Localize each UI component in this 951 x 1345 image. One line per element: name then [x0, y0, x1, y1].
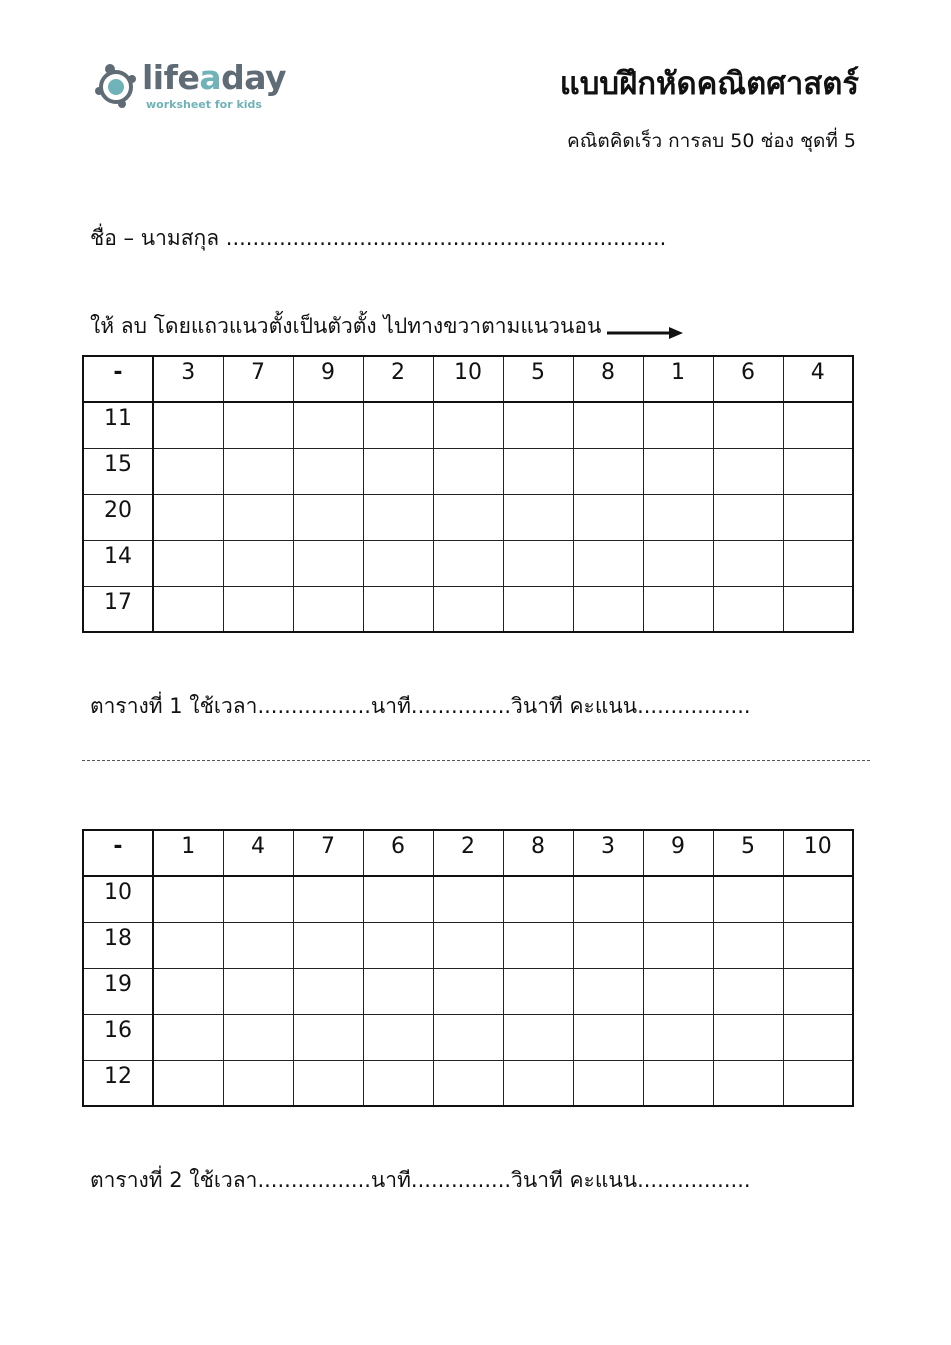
column-header-cell: 8 — [503, 830, 573, 876]
answer-cell[interactable] — [223, 586, 293, 632]
answer-cell[interactable] — [293, 876, 363, 922]
logo-tagline: worksheet for kids — [146, 98, 262, 111]
answer-cell[interactable] — [573, 586, 643, 632]
answer-cell[interactable] — [713, 494, 783, 540]
table-row — [83, 876, 853, 922]
answer-cell[interactable] — [153, 876, 223, 922]
answer-cell[interactable] — [153, 540, 223, 586]
answer-cell[interactable] — [643, 1014, 713, 1060]
lifeaday-logo — [92, 58, 287, 118]
answer-cell[interactable] — [363, 922, 433, 968]
answer-cell[interactable] — [783, 448, 853, 494]
answer-cell[interactable] — [153, 1060, 223, 1106]
column-header-cell: 7 — [223, 356, 293, 402]
answer-cell[interactable] — [783, 1014, 853, 1060]
answer-cell[interactable] — [573, 876, 643, 922]
answer-cell[interactable] — [293, 1060, 363, 1106]
answer-cell[interactable] — [293, 540, 363, 586]
answer-cell[interactable] — [503, 540, 573, 586]
logo-wordmark — [142, 58, 286, 98]
answer-cell[interactable] — [293, 494, 363, 540]
answer-cell[interactable] — [643, 586, 713, 632]
row-header-cell: 10 — [83, 876, 153, 922]
column-header-cell: 3 — [153, 356, 223, 402]
answer-cell[interactable] — [643, 922, 713, 968]
answer-cell[interactable] — [293, 1014, 363, 1060]
operator-cell: - — [83, 356, 153, 402]
answer-cell[interactable] — [153, 402, 223, 448]
table-row — [83, 1060, 853, 1106]
answer-cell[interactable] — [783, 922, 853, 968]
answer-cell[interactable] — [713, 876, 783, 922]
row-header-cell: 19 — [83, 968, 153, 1014]
operator-cell: - — [83, 830, 153, 876]
answer-cell[interactable] — [293, 922, 363, 968]
column-header-cell: 10 — [433, 356, 503, 402]
logo-mark-icon — [92, 60, 140, 112]
answer-cell[interactable] — [223, 402, 293, 448]
answer-cell[interactable] — [363, 586, 433, 632]
column-header-cell: 1 — [153, 830, 223, 876]
answer-cell[interactable] — [153, 922, 223, 968]
table-row — [83, 586, 853, 632]
answer-cell[interactable] — [153, 1014, 223, 1060]
answer-cell[interactable] — [293, 968, 363, 1014]
answer-cell[interactable] — [503, 876, 573, 922]
column-header-cell: 5 — [713, 830, 783, 876]
answer-cell[interactable] — [433, 922, 503, 968]
table-2-footer: ตารางที่ 2 ใช้เวลา.................นาที...............วินาที คะแนน................. — [90, 1168, 751, 1192]
subtraction-table-2 — [82, 829, 854, 1107]
answer-cell[interactable] — [153, 448, 223, 494]
column-header-cell: 3 — [573, 830, 643, 876]
answer-cell[interactable] — [433, 586, 503, 632]
answer-cell[interactable] — [713, 586, 783, 632]
page-title: แบบฝึกหัดคณิตศาสตร์ — [559, 66, 859, 102]
column-header-cell: 8 — [573, 356, 643, 402]
answer-cell[interactable] — [573, 494, 643, 540]
answer-cell[interactable] — [713, 1060, 783, 1106]
row-header-cell: 15 — [83, 448, 153, 494]
answer-cell[interactable] — [223, 494, 293, 540]
answer-cell[interactable] — [153, 586, 223, 632]
column-header-cell: 5 — [503, 356, 573, 402]
answer-cell[interactable] — [573, 1060, 643, 1106]
answer-cell[interactable] — [223, 540, 293, 586]
answer-cell[interactable] — [643, 402, 713, 448]
answer-cell[interactable] — [503, 1014, 573, 1060]
table-row — [83, 1014, 853, 1060]
answer-cell[interactable] — [433, 968, 503, 1014]
row-header-cell: 18 — [83, 922, 153, 968]
name-field-line: ชื่อ – นามสกุล .................................................................. — [90, 226, 667, 250]
subtraction-table-1 — [82, 355, 854, 633]
answer-cell[interactable] — [433, 1014, 503, 1060]
answer-cell[interactable] — [363, 494, 433, 540]
row-header-cell: 11 — [83, 402, 153, 448]
table-row — [83, 968, 853, 1014]
page-subtitle: คณิตคิดเร็ว การลบ 50 ช่อง ชุดที่ 5 — [567, 130, 856, 152]
row-header-cell: 20 — [83, 494, 153, 540]
answer-cell[interactable] — [503, 922, 573, 968]
answer-cell[interactable] — [643, 540, 713, 586]
answer-cell[interactable] — [783, 494, 853, 540]
instruction — [90, 310, 683, 343]
answer-cell[interactable] — [643, 876, 713, 922]
column-header-cell: 7 — [293, 830, 363, 876]
answer-cell[interactable] — [363, 876, 433, 922]
header-row — [83, 356, 853, 402]
answer-cell[interactable] — [783, 876, 853, 922]
table-row — [83, 494, 853, 540]
answer-cell[interactable] — [433, 540, 503, 586]
table-row — [83, 922, 853, 968]
answer-cell[interactable] — [223, 922, 293, 968]
dashed-divider — [82, 760, 870, 761]
answer-cell[interactable] — [783, 540, 853, 586]
arrow-right-icon — [607, 325, 683, 341]
answer-cell[interactable] — [433, 876, 503, 922]
logo-word-part2: day — [221, 58, 287, 97]
answer-cell[interactable] — [713, 922, 783, 968]
answer-cell[interactable] — [503, 586, 573, 632]
answer-cell[interactable] — [503, 494, 573, 540]
table-1-footer: ตารางที่ 1 ใช้เวลา.................นาที...............วินาที คะแนน................. — [90, 694, 751, 718]
row-header-cell: 16 — [83, 1014, 153, 1060]
answer-cell[interactable] — [433, 494, 503, 540]
answer-cell[interactable] — [503, 968, 573, 1014]
answer-cell[interactable] — [363, 402, 433, 448]
answer-cell[interactable] — [433, 1060, 503, 1106]
answer-cell[interactable] — [503, 402, 573, 448]
answer-cell[interactable] — [783, 586, 853, 632]
answer-cell[interactable] — [363, 1060, 433, 1106]
answer-cell[interactable] — [363, 540, 433, 586]
answer-cell[interactable] — [783, 402, 853, 448]
column-header-cell: 4 — [223, 830, 293, 876]
answer-cell[interactable] — [573, 922, 643, 968]
answer-cell[interactable] — [363, 968, 433, 1014]
column-header-cell: 4 — [783, 356, 853, 402]
answer-cell[interactable] — [153, 494, 223, 540]
answer-cell[interactable] — [363, 448, 433, 494]
logo-word-accent: a — [199, 58, 222, 97]
answer-cell[interactable] — [643, 968, 713, 1014]
answer-cell[interactable] — [573, 1014, 643, 1060]
logo-word-part1: life — [142, 58, 200, 97]
answer-cell[interactable] — [363, 1014, 433, 1060]
answer-cell[interactable] — [643, 448, 713, 494]
answer-cell[interactable] — [573, 402, 643, 448]
row-header-cell: 14 — [83, 540, 153, 586]
answer-cell[interactable] — [223, 876, 293, 922]
answer-cell[interactable] — [293, 402, 363, 448]
row-header-cell: 17 — [83, 586, 153, 632]
column-header-cell: 6 — [713, 356, 783, 402]
column-header-cell: 9 — [643, 830, 713, 876]
answer-cell[interactable] — [153, 968, 223, 1014]
answer-cell[interactable] — [503, 1060, 573, 1106]
answer-cell[interactable] — [713, 448, 783, 494]
column-header-cell: 10 — [783, 830, 853, 876]
answer-cell[interactable] — [713, 968, 783, 1014]
answer-cell[interactable] — [293, 586, 363, 632]
answer-cell[interactable] — [293, 448, 363, 494]
answer-cell[interactable] — [573, 448, 643, 494]
column-header-cell: 6 — [363, 830, 433, 876]
column-header-cell: 1 — [643, 356, 713, 402]
answer-cell[interactable] — [433, 402, 503, 448]
column-header-cell: 9 — [293, 356, 363, 402]
column-header-cell: 2 — [433, 830, 503, 876]
answer-cell[interactable] — [573, 540, 643, 586]
answer-cell[interactable] — [713, 1014, 783, 1060]
answer-cell[interactable] — [783, 968, 853, 1014]
instruction-text: ให้ ลบ โดยแถวแนวตั้งเป็นตัวตั้ง ไปทางขวาตามแนวนอน — [90, 314, 602, 338]
table-row — [83, 402, 853, 448]
answer-cell[interactable] — [713, 540, 783, 586]
answer-cell[interactable] — [223, 448, 293, 494]
answer-cell[interactable] — [643, 1060, 713, 1106]
answer-cell[interactable] — [223, 1060, 293, 1106]
header-row — [83, 830, 853, 876]
answer-cell[interactable] — [573, 968, 643, 1014]
answer-cell[interactable] — [783, 1060, 853, 1106]
answer-cell[interactable] — [713, 402, 783, 448]
answer-cell[interactable] — [433, 448, 503, 494]
answer-cell[interactable] — [223, 968, 293, 1014]
table-row — [83, 448, 853, 494]
answer-cell[interactable] — [503, 448, 573, 494]
answer-cell[interactable] — [643, 494, 713, 540]
table-row — [83, 540, 853, 586]
answer-cell[interactable] — [223, 1014, 293, 1060]
row-header-cell: 12 — [83, 1060, 153, 1106]
column-header-cell: 2 — [363, 356, 433, 402]
